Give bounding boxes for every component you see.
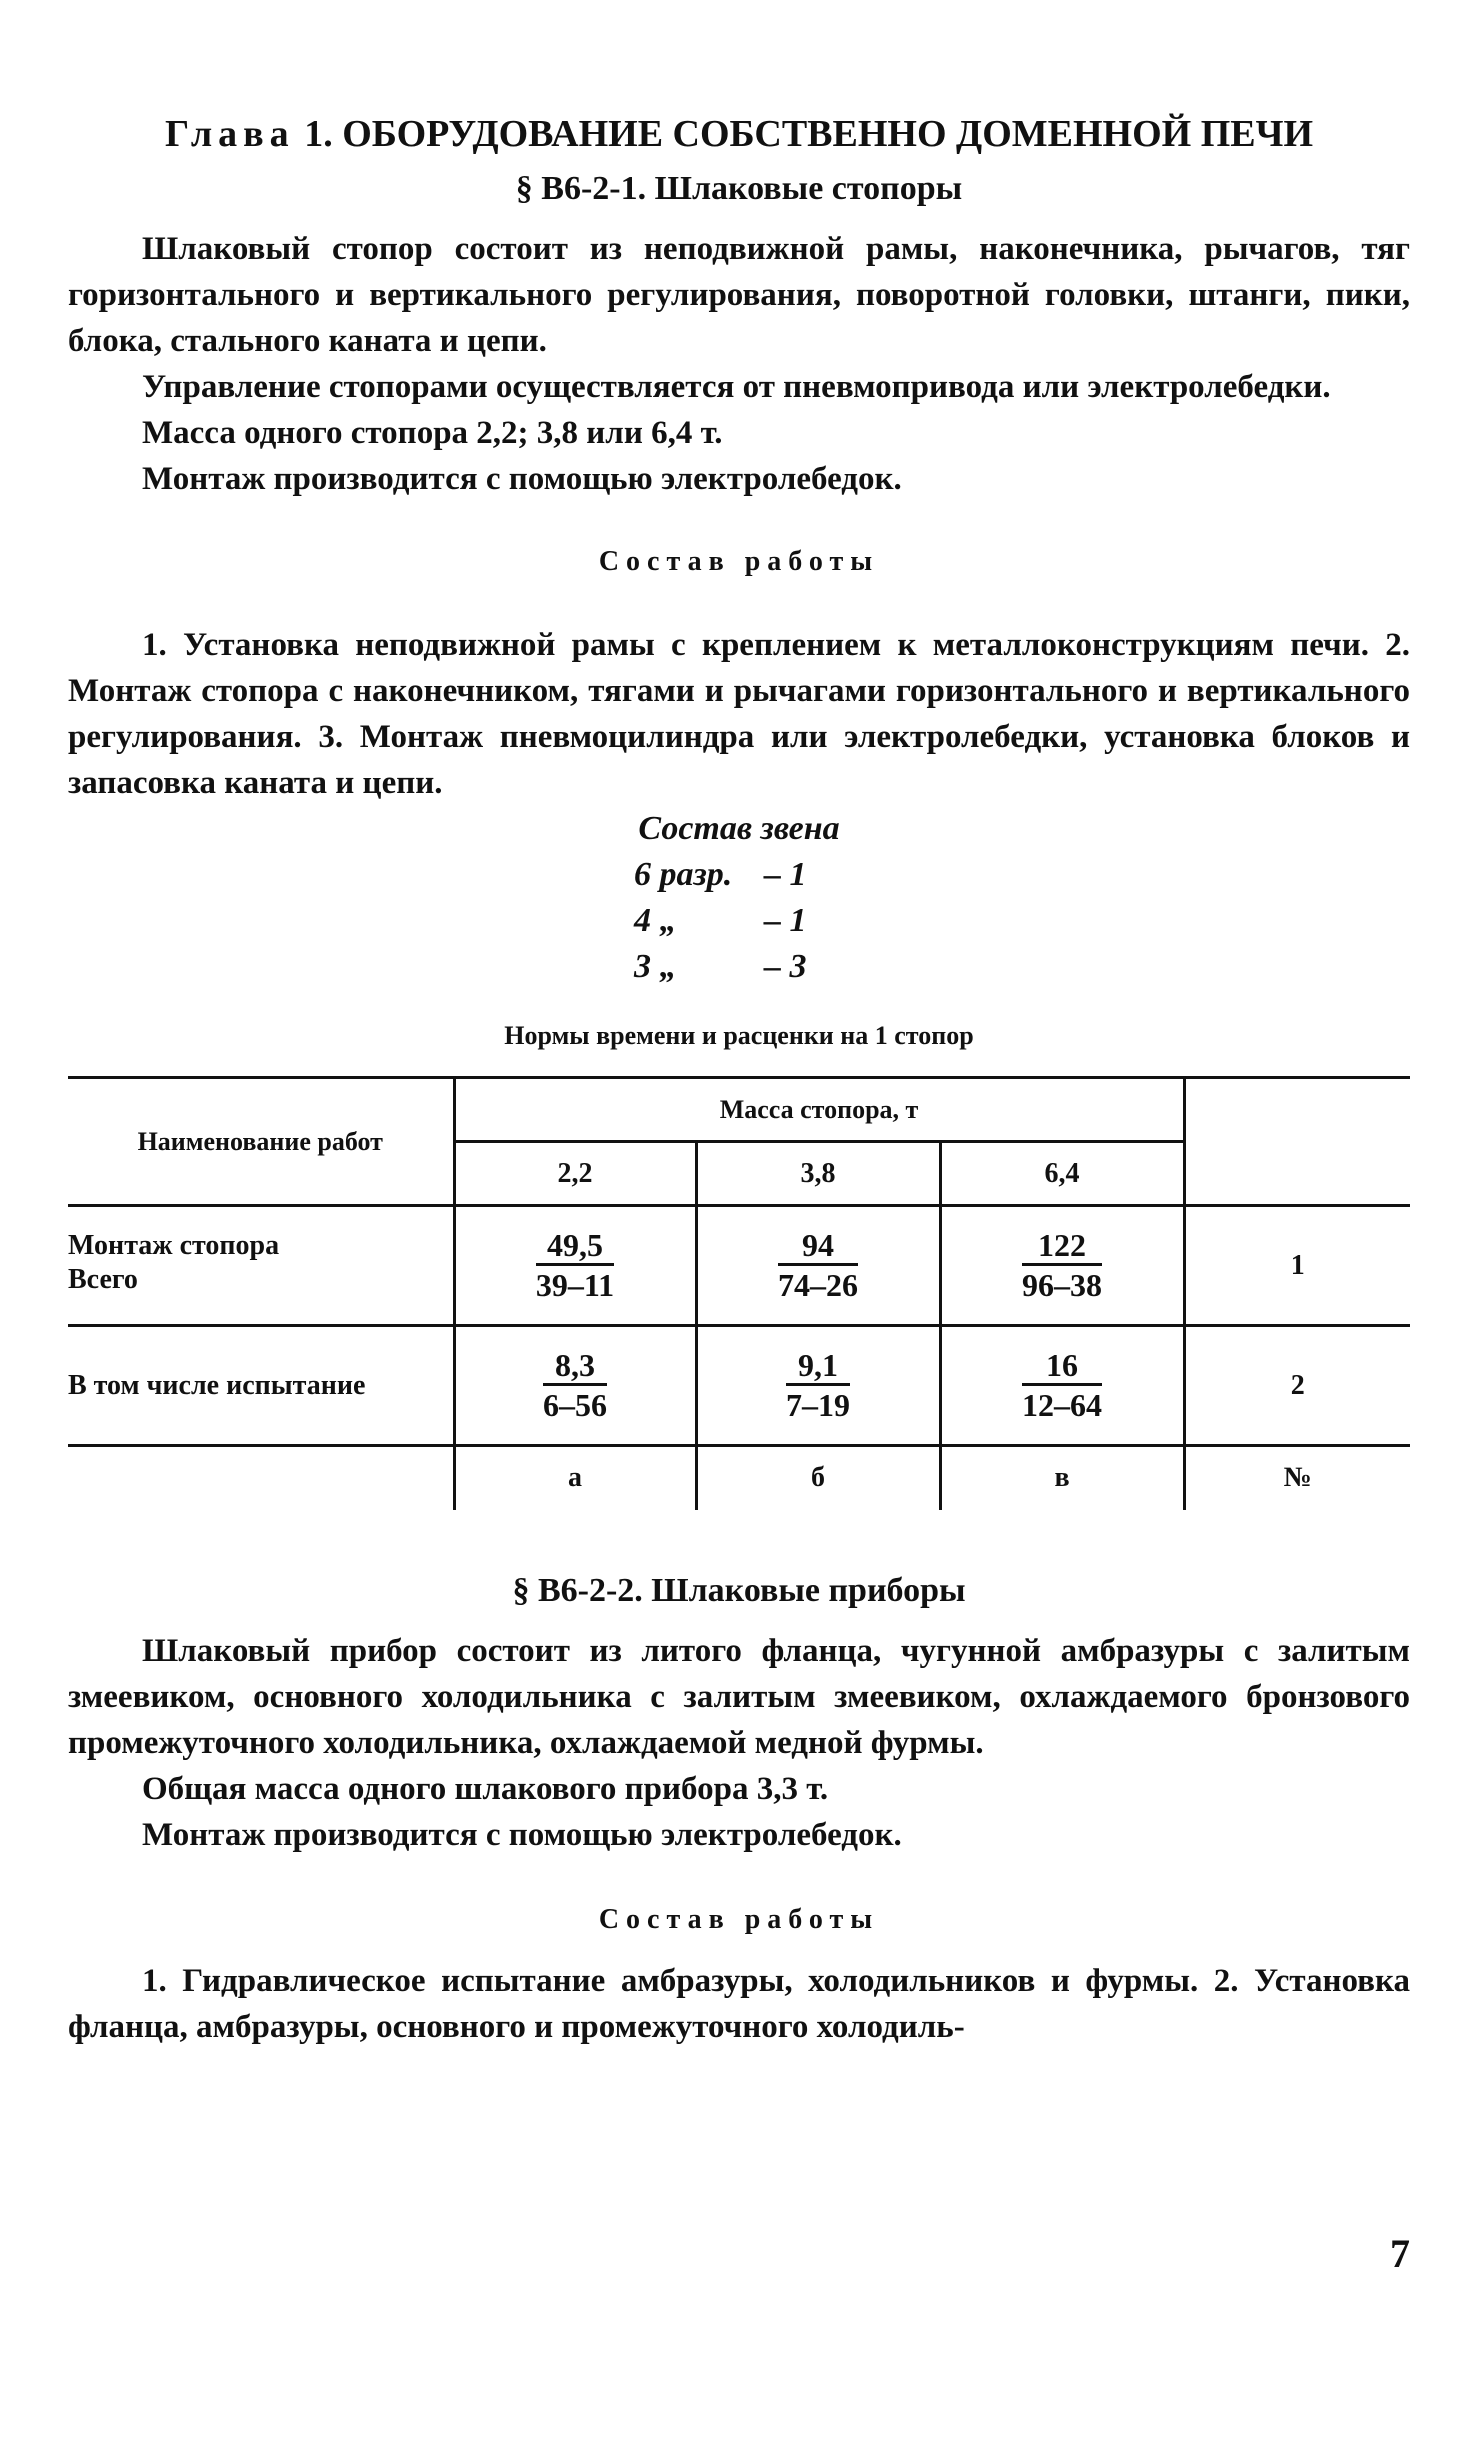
column-index: в bbox=[940, 1446, 1184, 1510]
rate: 96–38 bbox=[1022, 1267, 1102, 1303]
mass-value: 2,2 bbox=[454, 1142, 696, 1206]
chapter-prefix: Глава bbox=[164, 113, 295, 155]
crew-count: – 3 bbox=[764, 948, 807, 985]
crew-row bbox=[68, 852, 1410, 898]
work-composition-heading: Состав работы bbox=[598, 1903, 880, 1935]
chapter-title-text: 1. ОБОРУДОВАНИЕ СОБСТВЕННО ДОМЕННОЙ ПЕЧИ bbox=[304, 113, 1314, 155]
paragraph: Общая масса одного шлакового прибора 3,3 т. bbox=[142, 1770, 829, 1807]
column-index: № bbox=[1283, 1462, 1312, 1494]
paragraph: Управление стопорами осуществляется от пневмопривода или электролебедки. bbox=[142, 369, 1331, 405]
time-norm: 9,1 bbox=[786, 1347, 850, 1386]
rate: 6–56 bbox=[543, 1387, 607, 1423]
paragraph: Монтаж производится с помощью электролебедок. bbox=[142, 1816, 902, 1853]
crew-row bbox=[68, 898, 1410, 944]
crew-heading: Состав звена bbox=[638, 810, 840, 847]
mass-value: 6,4 bbox=[940, 1142, 1184, 1206]
time-norm: 94 bbox=[778, 1227, 858, 1266]
crew-count: – 1 bbox=[764, 856, 807, 893]
row-name-line: Всего bbox=[68, 1264, 138, 1295]
page-number: 7 bbox=[1390, 2231, 1410, 2276]
row-number: 1 bbox=[1290, 1249, 1305, 1281]
paragraph: Монтаж производится с помощью электролебедок. bbox=[142, 461, 902, 497]
footer-empty bbox=[68, 1446, 454, 1510]
paragraph: Масса одного стопора 2,2; 3,8 или 6,4 т. bbox=[142, 415, 723, 451]
work-composition-heading: Состав работы bbox=[598, 546, 880, 577]
column-index: а bbox=[454, 1446, 696, 1510]
chapter-title bbox=[68, 110, 1410, 158]
time-norm: 49,5 bbox=[536, 1227, 614, 1266]
rate: 39–11 bbox=[535, 1267, 615, 1303]
crew-grade: 3 „ bbox=[634, 948, 677, 985]
row-name bbox=[68, 1326, 454, 1446]
row-number: 2 bbox=[1290, 1369, 1305, 1401]
norm-cell bbox=[940, 1326, 1184, 1446]
norm-cell bbox=[696, 1326, 940, 1446]
table-title: Нормы времени и расценки на 1 стопор bbox=[504, 1021, 974, 1050]
row-name bbox=[68, 1206, 454, 1326]
norms-table bbox=[68, 1076, 1410, 1510]
crew-composition bbox=[68, 806, 1410, 990]
crew-count: – 1 bbox=[764, 902, 807, 939]
paragraph: Шлаковый стопор состоит из неподвижной рамы, наконечника, рычагов, тяг горизонтального и вертикального регулирования, поворотной головки, штанги, пики, блока, стального каната и цепи. bbox=[68, 231, 1410, 359]
column-header-work-name: Наименование работ bbox=[137, 1126, 383, 1156]
rate: 74–26 bbox=[778, 1267, 858, 1303]
norm-cell bbox=[940, 1206, 1184, 1326]
time-norm: 122 bbox=[1022, 1227, 1102, 1266]
page-content bbox=[68, 110, 1410, 2050]
section-title-b6-2-2: § В6-2-2. Шлаковые приборы bbox=[512, 1571, 966, 1609]
norm-cell bbox=[696, 1206, 940, 1326]
table-row bbox=[68, 1206, 1410, 1326]
crew-grade: 4 „ bbox=[634, 902, 677, 939]
column-index: б bbox=[696, 1446, 940, 1510]
work-composition-text: 1. Гидравлическое испытание амбразуры, холодильников и фурмы. 2. Установка фланца, амбразуры, основного и промежуточного холодиль- bbox=[68, 1962, 1410, 2045]
work-composition-text: 1. Установка неподвижной рамы с креплением к металлоконструкциям печи. 2. Монтаж стопора с наконечником, тягами и рычагами горизонтального и вертикального регулирования. 3. Монтаж пневмоцилиндра или электролебедки, установка блоков и запасовка каната и цепи. bbox=[68, 627, 1410, 801]
paragraph: Шлаковый прибор состоит из литого фланца, чугунной амбразуры с залитым змеевиком, основного холодильника с залитым змеевиком, охлаждаемого бронзового промежуточного холодильника, охлаждаемой медной фурмы. bbox=[68, 1632, 1410, 1761]
time-norm: 16 bbox=[1022, 1347, 1102, 1386]
rate: 7–19 bbox=[786, 1387, 850, 1423]
mass-value: 3,8 bbox=[696, 1142, 940, 1206]
row-name-line: Монтаж стопора bbox=[68, 1230, 280, 1261]
crew-row bbox=[68, 944, 1410, 990]
table-footer-row bbox=[68, 1446, 1410, 1510]
norm-cell bbox=[454, 1326, 696, 1446]
column-header-mass: Масса стопора, т bbox=[454, 1078, 1184, 1142]
rate: 12–64 bbox=[1022, 1387, 1102, 1423]
column-header-number bbox=[1184, 1078, 1410, 1206]
norm-cell bbox=[454, 1206, 696, 1326]
crew-grade: 6 разр. bbox=[634, 856, 733, 893]
time-norm: 8,3 bbox=[543, 1347, 607, 1386]
section-title-b6-2-1: § В6-2-1. Шлаковые стопоры bbox=[515, 170, 963, 207]
row-name-line: В том числе испытание bbox=[68, 1369, 366, 1401]
table-row bbox=[68, 1326, 1410, 1446]
